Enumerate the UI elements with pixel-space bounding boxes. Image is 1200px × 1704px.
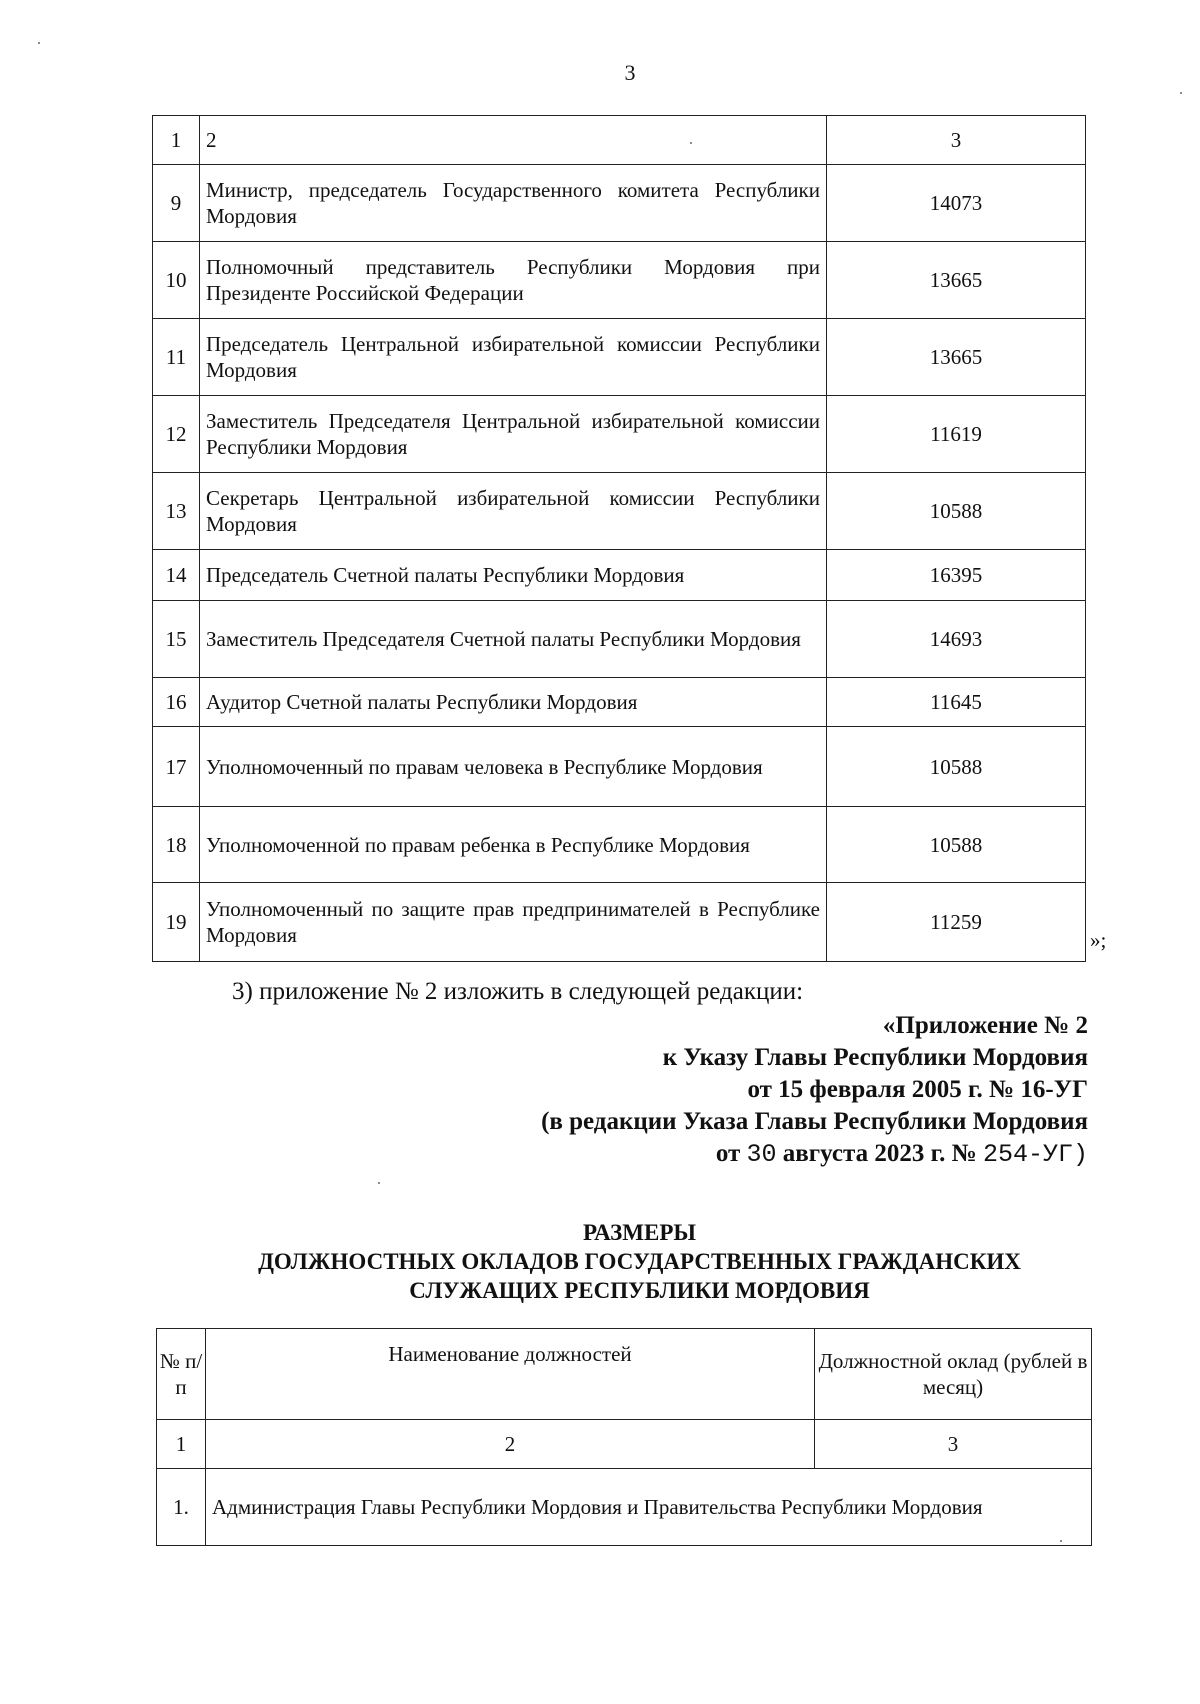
header-col-2: 2 [200,116,827,165]
table-row [153,550,1086,601]
position-name: Аудитор Счетной палаты Республики Мордовия [200,678,827,727]
salary-value: 14693 [827,601,1086,678]
appendix-line-2: к Указу Главы Республики Мордовия [662,1044,1088,1071]
header-col-1: 1 [153,116,200,165]
position-name: Секретарь Центральной избирательной комиссии Республики Мордовия [200,473,827,550]
row-number: 18 [153,807,200,883]
scan-speck [38,42,40,44]
row-number: 14 [153,550,200,601]
table-index-row [157,1420,1092,1469]
header-salary: Должностной оклад (рублей в месяц) [815,1329,1092,1420]
salary-value: 16395 [827,550,1086,601]
appendix-decree-number: 254-УГ) [982,1140,1088,1169]
appendix-line-3: от 15 февраля 2005 г. № 16-УГ [747,1076,1088,1103]
appendix-line-5 [188,1138,1088,1171]
appendix-date-middle: августа 2023 г. № [782,1140,977,1167]
salary-value: 11259 [827,883,1086,962]
row-number: 1. [157,1469,206,1546]
appendix-reference [188,1010,1088,1171]
row-number: 13 [153,473,200,550]
row-number: 12 [153,396,200,473]
table-row [153,396,1086,473]
heading-line-2: ДОЛЖНОСТНЫХ ОКЛАДОВ ГОСУДАРСТВЕННЫХ ГРАЖДАНСКИХ [258,1249,1021,1274]
salary-value: 10588 [827,727,1086,807]
position-name: Уполномоченной по правам ребенка в Республике Мордовия [200,807,827,883]
index-col-1: 1 [157,1420,206,1469]
salary-value: 13665 [827,319,1086,396]
scan-speck [1060,1540,1062,1542]
appendix-date-day: 30 [746,1140,777,1169]
row-number: 9 [153,165,200,242]
salary-value: 13665 [827,242,1086,319]
header-col-3: 3 [827,116,1086,165]
document-heading [152,1218,1127,1305]
table-header-row [153,116,1086,165]
closing-quote: »; [1090,928,1107,952]
row-number: 16 [153,678,200,727]
salary-table-continued [152,115,1086,962]
table-row [153,473,1086,550]
table-row [153,319,1086,396]
appendix-line-1: «Приложение № 2 [882,1012,1088,1039]
salary-sizes-table [156,1328,1092,1546]
row-number: 10 [153,242,200,319]
row-number: 15 [153,601,200,678]
position-name: Полномочный представитель Республики Мордовия при Президенте Российской Федерации [200,242,827,319]
table-header-row [157,1329,1092,1420]
page-number: 3 [624,60,636,85]
header-number: № п/п [157,1329,206,1420]
position-name: Заместитель Председателя Центральной избирательной комиссии Республики Мордовия [200,396,827,473]
position-name: Уполномоченный по защите прав предпринимателей в Республике Мордовия [200,883,827,962]
heading-line-1: РАЗМЕРЫ [583,1220,696,1245]
salary-value: 10588 [827,473,1086,550]
section-title: Администрация Главы Республики Мордовия и Правительства Республики Мордовия [206,1469,1092,1546]
salary-value: 11645 [827,678,1086,727]
appendix-date-prefix: от [715,1140,741,1167]
table-row [153,883,1086,962]
table-row [153,242,1086,319]
row-number: 19 [153,883,200,962]
index-col-2: 2 [206,1420,815,1469]
scan-speck [378,1182,380,1184]
row-number: 11 [153,319,200,396]
amendment-paragraph: 3) приложение № 2 изложить в следующей редакции: [232,978,804,1005]
header-position-name: Наименование должностей [206,1329,815,1420]
position-name: Министр, председатель Государственного комитета Республики Мордовия [200,165,827,242]
position-name: Председатель Счетной палаты Республики Мордовия [200,550,827,601]
heading-line-3: СЛУЖАЩИХ РЕСПУБЛИКИ МОРДОВИЯ [409,1278,870,1303]
scan-speck [1180,92,1182,94]
appendix-line-4: (в редакции Указа Главы Республики Мордовия [541,1108,1088,1135]
table-row [153,601,1086,678]
salary-value: 11619 [827,396,1086,473]
position-name: Уполномоченный по правам человека в Республике Мордовия [200,727,827,807]
salary-value: 10588 [827,807,1086,883]
table-row [157,1469,1092,1546]
index-col-3: 3 [815,1420,1092,1469]
position-name: Председатель Центральной избирательной комиссии Республики Мордовия [200,319,827,396]
table-row [153,678,1086,727]
table-row [153,727,1086,807]
table-row [153,165,1086,242]
position-name: Заместитель Председателя Счетной палаты Республики Мордовия [200,601,827,678]
table-row [153,807,1086,883]
salary-value: 14073 [827,165,1086,242]
row-number: 17 [153,727,200,807]
scan-speck [690,142,692,144]
